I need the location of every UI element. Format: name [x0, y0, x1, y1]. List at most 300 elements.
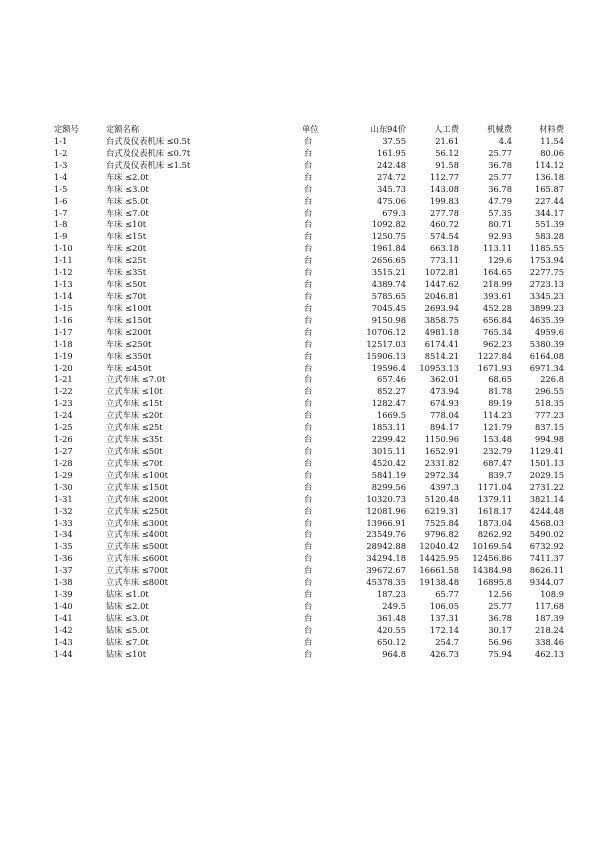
cell-name: 立式车床 ≤150t: [106, 481, 168, 492]
cell-code: 1-25: [54, 422, 73, 433]
cell-price: 1853.11: [371, 422, 406, 433]
cell-name: 车床 ≤35t: [106, 267, 147, 278]
cell-material: 5380.39: [529, 338, 564, 349]
table-row: [54, 386, 564, 398]
cell-code: 1-1: [54, 136, 68, 146]
table-row: [54, 160, 564, 172]
cell-code: 1-16: [54, 314, 73, 325]
cell-name: 车床 ≤450t: [106, 362, 152, 373]
cell-labor: 19138.48: [419, 577, 459, 588]
cell-price: 1250.75: [371, 231, 406, 242]
cell-price: 13966.91: [366, 517, 406, 528]
cell-machine: 153.48: [482, 434, 512, 445]
cell-material: 6732.92: [529, 541, 564, 552]
cell-labor: 7525.84: [424, 517, 459, 528]
cell-name: 钻床 ≤5.0t: [106, 624, 149, 635]
cell-name: 车床 ≤3.0t: [106, 183, 149, 194]
cell-labor: 65.77: [435, 589, 459, 600]
cell-machine: 1671.93: [477, 362, 512, 373]
cell-machine: 12.56: [488, 589, 512, 600]
table-row: [54, 589, 564, 601]
table-row: [54, 279, 564, 291]
cell-material: 338.46: [534, 636, 564, 647]
cell-unit: 台: [304, 434, 313, 445]
cell-price: 679.3: [382, 207, 406, 218]
table-row: [54, 231, 564, 243]
cell-name: 立式车床 ≤700t: [106, 565, 168, 576]
cell-unit: 台: [304, 612, 313, 623]
cell-code: 1-22: [54, 386, 73, 397]
quota-price-sheet: [54, 122, 564, 661]
cell-labor: 254.7: [435, 636, 459, 647]
table-row: [54, 374, 564, 386]
cell-code: 1-14: [54, 290, 73, 301]
cell-price: 5785.65: [371, 290, 406, 301]
cell-unit: 台: [304, 314, 313, 325]
cell-unit: 台: [304, 648, 313, 659]
cell-labor: 1447.62: [424, 279, 459, 290]
cell-labor: 778.04: [429, 410, 459, 421]
cell-machine: 25.77: [488, 171, 512, 182]
cell-code: 1-34: [54, 529, 73, 540]
cell-labor: 460.72: [429, 219, 459, 230]
cell-labor: 4981.18: [424, 326, 459, 337]
cell-material: 1185.55: [529, 243, 564, 254]
cell-price: 964.8: [382, 648, 406, 659]
cell-material: 226.8: [540, 374, 564, 385]
cell-material: 7411.37: [529, 553, 564, 564]
table-row: [54, 398, 564, 410]
table-row: [54, 267, 564, 279]
cell-unit: 台: [304, 445, 313, 456]
cell-code: 1-36: [54, 553, 73, 564]
table-row: [54, 327, 564, 339]
table-row: [54, 637, 564, 649]
cell-labor: 6219.31: [424, 505, 459, 516]
cell-labor: 1072.81: [424, 267, 459, 278]
cell-unit: 台: [304, 219, 313, 230]
cell-price: 274.72: [376, 171, 406, 182]
cell-material: 777.23: [534, 410, 564, 421]
cell-labor: 8514.21: [424, 350, 459, 361]
cell-material: 296.55: [534, 386, 564, 397]
table-row: [54, 470, 564, 482]
cell-material: 4568.03: [529, 517, 564, 528]
cell-unit: 台: [304, 577, 313, 588]
table-row: [54, 458, 564, 470]
cell-machine: 121.79: [482, 422, 512, 433]
cell-code: 1-44: [54, 648, 73, 659]
cell-machine: 36.78: [488, 612, 512, 623]
cell-code: 1-27: [54, 445, 73, 456]
cell-machine: 47.79: [488, 195, 512, 206]
cell-price: 7045.45: [371, 302, 406, 313]
cell-name: 车床 ≤50t: [106, 279, 147, 290]
table-row: [54, 208, 564, 220]
cell-code: 1-24: [54, 410, 73, 421]
cell-name: 立式车床 ≤50t: [106, 445, 163, 456]
cell-code: 1-15: [54, 302, 73, 313]
table-row: [54, 649, 564, 661]
cell-unit: 台: [304, 338, 313, 349]
cell-price: 4520.42: [371, 457, 406, 468]
cell-unit: 台: [304, 624, 313, 635]
table-body: [54, 136, 564, 661]
table-row: [54, 291, 564, 303]
cell-code: 1-40: [54, 600, 73, 611]
cell-price: 1092.82: [371, 219, 406, 230]
cell-name: 钻床 ≤3.0t: [106, 612, 149, 623]
cell-price: 10320.73: [366, 493, 406, 504]
cell-material: 5490.02: [529, 529, 564, 540]
cell-machine: 164.65: [482, 267, 512, 278]
table-row: [54, 494, 564, 506]
cell-labor: 9796.82: [424, 529, 459, 540]
cell-unit: 台: [304, 362, 313, 373]
cell-price: 475.06: [376, 195, 406, 206]
cell-labor: 2972.34: [424, 469, 459, 480]
cell-name: 台式及仪表机床 ≤0.5t: [106, 136, 191, 146]
table-row: [54, 577, 564, 589]
cell-name: 立式车床 ≤35t: [106, 434, 163, 445]
cell-unit: 台: [304, 565, 313, 576]
cell-unit: 台: [304, 589, 313, 600]
cell-price: 19596.4: [371, 362, 406, 373]
cell-machine: 89.19: [488, 398, 512, 409]
cell-price: 10706.12: [366, 326, 406, 337]
cell-unit: 台: [304, 207, 313, 218]
header-unit: 单位: [302, 124, 319, 134]
cell-code: 1-3: [54, 159, 68, 170]
cell-unit: 台: [304, 350, 313, 361]
cell-name: 立式车床 ≤600t: [106, 553, 168, 564]
header-material: 材料费: [539, 124, 564, 134]
cell-name: 立式车床 ≤100t: [106, 469, 168, 480]
cell-machine: 4.4: [498, 136, 512, 146]
cell-material: 218.24: [534, 624, 564, 635]
cell-name: 钻床 ≤2.0t: [106, 600, 149, 611]
cell-code: 1-17: [54, 326, 73, 337]
cell-code: 1-11: [54, 255, 73, 266]
cell-machine: 1227.84: [477, 350, 512, 361]
cell-labor: 2046.81: [424, 290, 459, 301]
cell-labor: 362.01: [429, 374, 459, 385]
cell-labor: 16661.58: [419, 565, 459, 576]
cell-name: 车床 ≤10t: [106, 219, 147, 230]
cell-code: 1-35: [54, 541, 73, 552]
cell-labor: 6174.41: [424, 338, 459, 349]
cell-code: 1-30: [54, 481, 73, 492]
cell-material: 1129.41: [529, 445, 564, 456]
cell-name: 车床 ≤350t: [106, 350, 152, 361]
cell-unit: 台: [304, 541, 313, 552]
cell-unit: 台: [304, 469, 313, 480]
cell-machine: 36.78: [488, 183, 512, 194]
cell-unit: 台: [304, 279, 313, 290]
cell-price: 8299.56: [371, 481, 406, 492]
cell-name: 立式车床 ≤300t: [106, 517, 168, 528]
cell-material: 2731.22: [529, 481, 564, 492]
cell-name: 台式及仪表机床 ≤1.5t: [106, 159, 191, 170]
cell-price: 2656.65: [371, 255, 406, 266]
cell-unit: 台: [304, 410, 313, 421]
cell-name: 立式车床 ≤70t: [106, 457, 163, 468]
cell-price: 28942.88: [366, 541, 406, 552]
cell-name: 立式车床 ≤200t: [106, 493, 168, 504]
table-row: [54, 303, 564, 315]
cell-unit: 台: [304, 600, 313, 611]
cell-machine: 25.77: [488, 600, 512, 611]
cell-labor: 137.31: [429, 612, 459, 623]
cell-code: 1-28: [54, 457, 73, 468]
cell-material: 837.15: [534, 422, 564, 433]
cell-unit: 台: [304, 553, 313, 564]
cell-name: 车床 ≤150t: [106, 314, 152, 325]
cell-unit: 台: [304, 529, 313, 540]
cell-price: 4389.74: [371, 279, 406, 290]
cell-name: 立式车床 ≤25t: [106, 422, 163, 433]
cell-machine: 656.84: [482, 314, 512, 325]
cell-machine: 56.96: [488, 636, 512, 647]
cell-material: 8626.11: [529, 565, 564, 576]
cell-price: 1282.47: [371, 398, 406, 409]
table-row: [54, 482, 564, 494]
header-code: 定额号: [54, 124, 79, 134]
cell-price: 249.5: [382, 600, 406, 611]
cell-price: 37.55: [382, 136, 406, 146]
cell-unit: 台: [304, 302, 313, 313]
header-name: 定额名称: [106, 124, 140, 134]
cell-code: 1-5: [54, 183, 68, 194]
table-row: [54, 136, 564, 148]
cell-code: 1-29: [54, 469, 73, 480]
cell-labor: 2693.94: [424, 302, 459, 313]
cell-machine: 57.35: [488, 207, 512, 218]
cell-price: 187.23: [376, 589, 406, 600]
cell-code: 1-10: [54, 243, 73, 254]
table-row: [54, 243, 564, 255]
cell-labor: 574.54: [429, 231, 459, 242]
cell-name: 立式车床 ≤800t: [106, 577, 168, 588]
cell-unit: 台: [304, 481, 313, 492]
cell-material: 2277.75: [529, 267, 564, 278]
cell-machine: 80.71: [488, 219, 512, 230]
cell-price: 1961.84: [371, 243, 406, 254]
table-row: [54, 184, 564, 196]
cell-code: 1-9: [54, 231, 68, 242]
cell-machine: 92.93: [488, 231, 512, 242]
cell-material: 583.28: [534, 231, 564, 242]
table-row: [54, 506, 564, 518]
cell-material: 108.9: [540, 589, 564, 600]
cell-unit: 台: [304, 290, 313, 301]
cell-material: 3899.23: [529, 302, 564, 313]
cell-unit: 台: [304, 493, 313, 504]
cell-labor: 91.58: [435, 159, 459, 170]
cell-material: 4635.39: [529, 314, 564, 325]
cell-name: 车床 ≤7.0t: [106, 207, 149, 218]
cell-labor: 106.05: [429, 600, 459, 611]
cell-price: 361.48: [376, 612, 406, 623]
cell-machine: 839.7: [488, 469, 512, 480]
cell-material: 994.98: [534, 434, 564, 445]
cell-machine: 10169.54: [472, 541, 512, 552]
cell-price: 34294.18: [366, 553, 406, 564]
cell-name: 车床 ≤15t: [106, 231, 147, 242]
cell-code: 1-39: [54, 589, 73, 600]
table-row: [54, 315, 564, 327]
cell-labor: 2331.82: [424, 457, 459, 468]
cell-unit: 台: [304, 398, 313, 409]
table-row: [54, 196, 564, 208]
header-row: [54, 122, 564, 136]
cell-price: 345.73: [376, 183, 406, 194]
cell-labor: 199.83: [429, 195, 459, 206]
cell-unit: 台: [304, 386, 313, 397]
table-header: [54, 122, 564, 136]
cell-code: 1-2: [54, 147, 68, 158]
cell-unit: 台: [304, 171, 313, 182]
header-price: 山东94价: [370, 124, 406, 134]
table-row: [54, 565, 564, 577]
cell-unit: 台: [304, 326, 313, 337]
cell-machine: 12456.86: [472, 553, 512, 564]
cell-material: 114.12: [534, 159, 564, 170]
cell-material: 11.54: [540, 136, 564, 146]
cell-labor: 172.14: [429, 624, 459, 635]
table-row: [54, 446, 564, 458]
cell-unit: 台: [304, 505, 313, 516]
table-row: [54, 422, 564, 434]
cell-code: 1-41: [54, 612, 73, 623]
cell-unit: 台: [304, 195, 313, 206]
cell-material: 80.06: [540, 147, 564, 158]
cell-labor: 473.94: [429, 386, 459, 397]
cell-code: 1-8: [54, 219, 68, 230]
cell-price: 3015.11: [371, 445, 406, 456]
cell-unit: 台: [304, 231, 313, 242]
cell-labor: 3858.75: [424, 314, 459, 325]
cell-code: 1-31: [54, 493, 73, 504]
cell-price: 5841.19: [371, 469, 406, 480]
cell-labor: 56.12: [435, 147, 459, 158]
cell-material: 117.68: [534, 600, 564, 611]
table-row: [54, 601, 564, 613]
cell-material: 1501.13: [529, 457, 564, 468]
cell-labor: 12040.42: [419, 541, 459, 552]
cell-labor: 5120.48: [424, 493, 459, 504]
cell-material: 2723.13: [529, 279, 564, 290]
table-row: [54, 613, 564, 625]
table-row: [54, 339, 564, 351]
table-row: [54, 434, 564, 446]
cell-labor: 663.18: [429, 243, 459, 254]
cell-machine: 68.65: [488, 374, 512, 385]
cell-machine: 1618.17: [477, 505, 512, 516]
cell-machine: 218.99: [482, 279, 512, 290]
cell-labor: 10953.13: [419, 362, 459, 373]
cell-material: 1753.94: [529, 255, 564, 266]
cell-price: 15906.13: [366, 350, 406, 361]
cell-code: 1-4: [54, 171, 68, 182]
cell-name: 台式及仪表机床 ≤0.7t: [106, 147, 191, 158]
cell-machine: 8262.92: [477, 529, 512, 540]
cell-name: 钻床 ≤7.0t: [106, 636, 149, 647]
cell-unit: 台: [304, 243, 313, 254]
cell-name: 立式车床 ≤20t: [106, 410, 163, 421]
quota-table: [54, 122, 564, 661]
cell-code: 1-21: [54, 374, 73, 385]
cell-name: 立式车床 ≤250t: [106, 505, 168, 516]
cell-code: 1-33: [54, 517, 73, 528]
cell-code: 1-42: [54, 624, 73, 635]
cell-machine: 232.79: [482, 445, 512, 456]
cell-material: 462.13: [534, 648, 564, 659]
cell-machine: 25.77: [488, 147, 512, 158]
cell-machine: 687.47: [482, 457, 512, 468]
cell-machine: 75.94: [488, 648, 512, 659]
cell-unit: 台: [304, 255, 313, 266]
cell-code: 1-6: [54, 195, 68, 206]
cell-price: 12517.03: [366, 338, 406, 349]
cell-code: 1-20: [54, 362, 73, 373]
cell-labor: 773.11: [429, 255, 459, 266]
cell-price: 3515.21: [371, 267, 406, 278]
cell-unit: 台: [304, 457, 313, 468]
cell-code: 1-23: [54, 398, 73, 409]
cell-code: 1-7: [54, 207, 68, 218]
cell-price: 12081.96: [366, 505, 406, 516]
cell-name: 钻床 ≤10t: [106, 648, 147, 659]
cell-price: 650.12: [376, 636, 406, 647]
cell-price: 1669.5: [376, 410, 406, 421]
cell-name: 车床 ≤200t: [106, 326, 152, 337]
cell-code: 1-32: [54, 505, 73, 516]
cell-material: 3821.14: [529, 493, 564, 504]
cell-material: 4244.48: [529, 505, 564, 516]
cell-material: 9344.07: [529, 577, 564, 588]
cell-unit: 台: [304, 136, 313, 146]
cell-material: 2029.15: [529, 469, 564, 480]
cell-price: 23549.76: [366, 529, 406, 540]
cell-labor: 21.61: [435, 136, 459, 146]
cell-name: 车床 ≤70t: [106, 290, 147, 301]
cell-machine: 1171.04: [477, 481, 512, 492]
cell-price: 852.27: [376, 386, 406, 397]
cell-material: 4959.6: [534, 326, 564, 337]
cell-code: 1-26: [54, 434, 73, 445]
cell-machine: 1379.11: [477, 493, 512, 504]
table-row: [54, 518, 564, 530]
cell-material: 551.39: [534, 219, 564, 230]
cell-name: 立式车床 ≤10t: [106, 386, 163, 397]
cell-name: 车床 ≤25t: [106, 255, 147, 266]
cell-material: 165.87: [534, 183, 564, 194]
cell-machine: 962.23: [482, 338, 512, 349]
cell-machine: 14384.98: [472, 565, 512, 576]
cell-labor: 1150.96: [424, 434, 459, 445]
cell-name: 钻床 ≤1.0t: [106, 589, 149, 600]
cell-price: 657.46: [376, 374, 406, 385]
cell-unit: 台: [304, 422, 313, 433]
cell-name: 车床 ≤100t: [106, 302, 152, 313]
cell-labor: 894.17: [429, 422, 459, 433]
cell-machine: 1873.04: [477, 517, 512, 528]
cell-material: 518.35: [534, 398, 564, 409]
cell-material: 6164.08: [529, 350, 564, 361]
cell-material: 136.18: [534, 171, 564, 182]
table-row: [54, 255, 564, 267]
